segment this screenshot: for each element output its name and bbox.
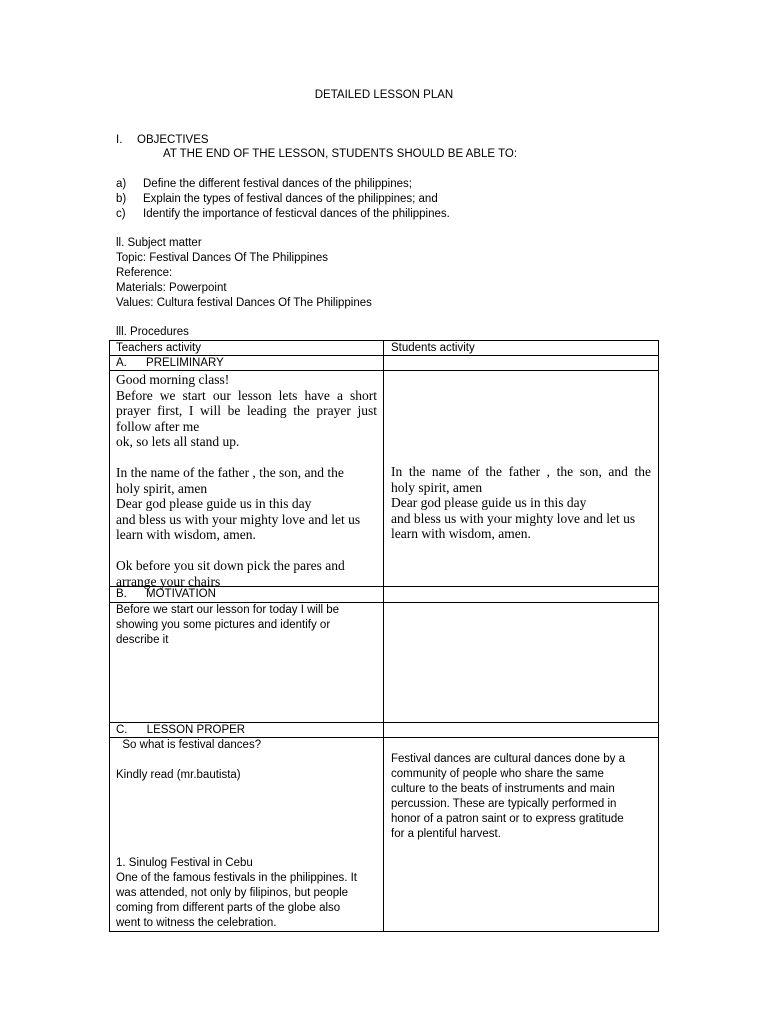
text-line: culture to the beats of instruments and main xyxy=(391,783,615,795)
column-header-teacher: Teachers activity xyxy=(116,342,202,354)
objective-marker-b: b) xyxy=(116,193,127,205)
table-border xyxy=(658,340,659,932)
text-line: percussion. These are typically performed in xyxy=(391,798,617,810)
text-line: coming from different parts of the globe also xyxy=(116,902,341,914)
subject-values: Values: Cultura festival Dances Of The Philippines xyxy=(116,297,372,309)
blank-line xyxy=(116,753,376,768)
text-line: learn with wisdom, amen. xyxy=(116,527,256,542)
column-header-student: Students activity xyxy=(391,342,475,354)
text-line: showing you some pictures and identify or xyxy=(116,619,331,631)
text-line: Ok before you sit down pick the pares and xyxy=(116,558,345,573)
text-line: arrange your chairs xyxy=(116,573,221,589)
blank-line xyxy=(116,450,377,466)
text-line: Good morning class! xyxy=(116,372,230,387)
section-label-motivation: B. MOTIVATION xyxy=(116,588,216,600)
objective-item-b: Explain the types of festival dances of the philippines; and xyxy=(143,193,438,205)
text-line: In the name of the father , the son, and the xyxy=(116,465,344,480)
preliminary-teacher-activity xyxy=(116,372,377,589)
text-line: 1. Sinulog Festival in Cebu xyxy=(116,857,253,869)
text-line: describe it xyxy=(116,634,169,646)
text-line: Before we start our lesson for today I will be xyxy=(116,604,340,616)
text-line: ok, so lets all stand up. xyxy=(116,434,240,449)
text-line: and bless us with your mighty love and let us xyxy=(391,510,636,526)
text-line: holy spirit, amen xyxy=(391,479,483,495)
section-label-lesson-proper: C. LESSON PROPER xyxy=(116,724,246,736)
text-line: Dear god please guide us in this day xyxy=(116,496,312,511)
text-line: Kindly read (mr.bautista) xyxy=(116,769,241,781)
text-line: prayer first, I will be leading the prayer just xyxy=(116,403,377,418)
sinulog-festival-description xyxy=(116,856,378,931)
text-line: follow after me xyxy=(116,418,200,434)
subject-matter-heading: ll. Subject matter xyxy=(116,237,202,249)
text-line: went to witness the celebration. xyxy=(116,917,277,929)
section-label-preliminary: A. PRELIMINARY xyxy=(116,357,224,369)
table-border xyxy=(109,931,659,932)
table-border xyxy=(109,340,110,932)
text-line: One of the famous festivals in the philippines. It xyxy=(116,872,357,884)
text-line: holy spirit, amen xyxy=(116,480,208,496)
text-line: was attended, not only by filipinos, but people xyxy=(116,887,349,899)
objectives-number: I. xyxy=(116,134,123,146)
text-line: In the name of the father , the son, and the xyxy=(391,464,651,479)
subject-materials: Materials: Powerpoint xyxy=(116,282,227,294)
lesson-proper-student-activity xyxy=(391,752,651,842)
page-title: DETAILED LESSON PLAN xyxy=(314,89,454,101)
subject-topic: Topic: Festival Dances Of The Philippines xyxy=(116,252,328,264)
table-border xyxy=(383,340,384,932)
text-line: So what is festival dances? xyxy=(116,739,262,751)
preliminary-student-activity xyxy=(391,464,651,542)
text-line: Festival dances are cultural dances done by a xyxy=(391,753,625,765)
objective-marker-a: a) xyxy=(116,178,127,190)
text-line: Before we start our lesson lets have a short xyxy=(116,387,377,403)
subject-reference: Reference: xyxy=(116,267,173,279)
text-line: for a plentiful harvest. xyxy=(391,828,501,840)
text-line: community of people who share the same xyxy=(391,768,604,780)
objective-item-c: Identify the importance of festicval dances of the philippines. xyxy=(143,208,450,220)
blank-line xyxy=(116,543,377,559)
procedures-heading: lll. Procedures xyxy=(116,326,189,338)
objective-item-a: Define the different festival dances of the philippines; xyxy=(143,178,412,190)
text-line: and bless us with your mighty love and let us xyxy=(116,511,361,527)
motivation-teacher-activity xyxy=(116,603,376,648)
objectives-intro: AT THE END OF THE LESSON, STUDENTS SHOULD BE ABLE TO: xyxy=(163,148,518,160)
lesson-proper-teacher-activity xyxy=(116,738,376,783)
text-line: Dear god please guide us in this day xyxy=(391,495,587,510)
objective-marker-c: c) xyxy=(116,208,126,220)
text-line: honor of a patron saint or to express gratitude xyxy=(391,813,624,825)
text-line: learn with wisdom, amen. xyxy=(391,526,531,541)
objectives-heading: OBJECTIVES xyxy=(137,134,209,146)
